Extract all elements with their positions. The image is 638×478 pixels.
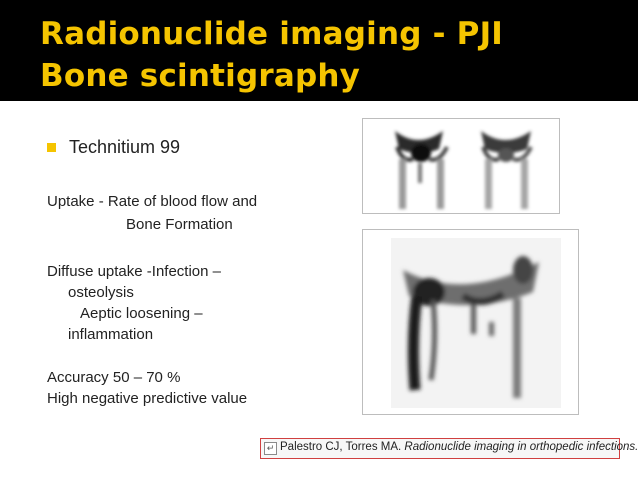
- diffuse-line-4: inflammation: [68, 326, 154, 343]
- citation-box: [260, 438, 638, 459]
- citation-authors: Palestro CJ, Torres MA.: [280, 441, 405, 453]
- title-banner: [0, 0, 638, 101]
- bullet-square-icon: [47, 143, 56, 152]
- uptake-line-2: Bone Formation: [126, 216, 233, 233]
- diffuse-line-1: Diffuse uptake -Infection –: [47, 263, 221, 280]
- uptake-line-1: Uptake - Rate of blood flow and: [47, 193, 258, 210]
- diffuse-line-3: Aeptic loosening –: [80, 305, 203, 322]
- slide-title: Radionuclide imaging - PJI: [40, 16, 504, 52]
- bone-scan-pelvis-image: [362, 118, 560, 214]
- diffuse-line-2: osteolysis: [68, 284, 134, 301]
- predictive-value-text: High negative predictive value: [47, 390, 248, 407]
- slide-subtitle: Bone scintigraphy: [40, 58, 361, 94]
- accuracy-text: Accuracy 50 – 70 %: [47, 369, 181, 386]
- bullet-text: Technitium 99: [69, 137, 181, 157]
- citation-text: [280, 441, 638, 453]
- bone-scan-hip-image: [362, 229, 579, 415]
- reference-icon: ↵: [264, 442, 277, 455]
- citation-title: Radionuclide imaging in orthopedic infections.: [404, 441, 638, 453]
